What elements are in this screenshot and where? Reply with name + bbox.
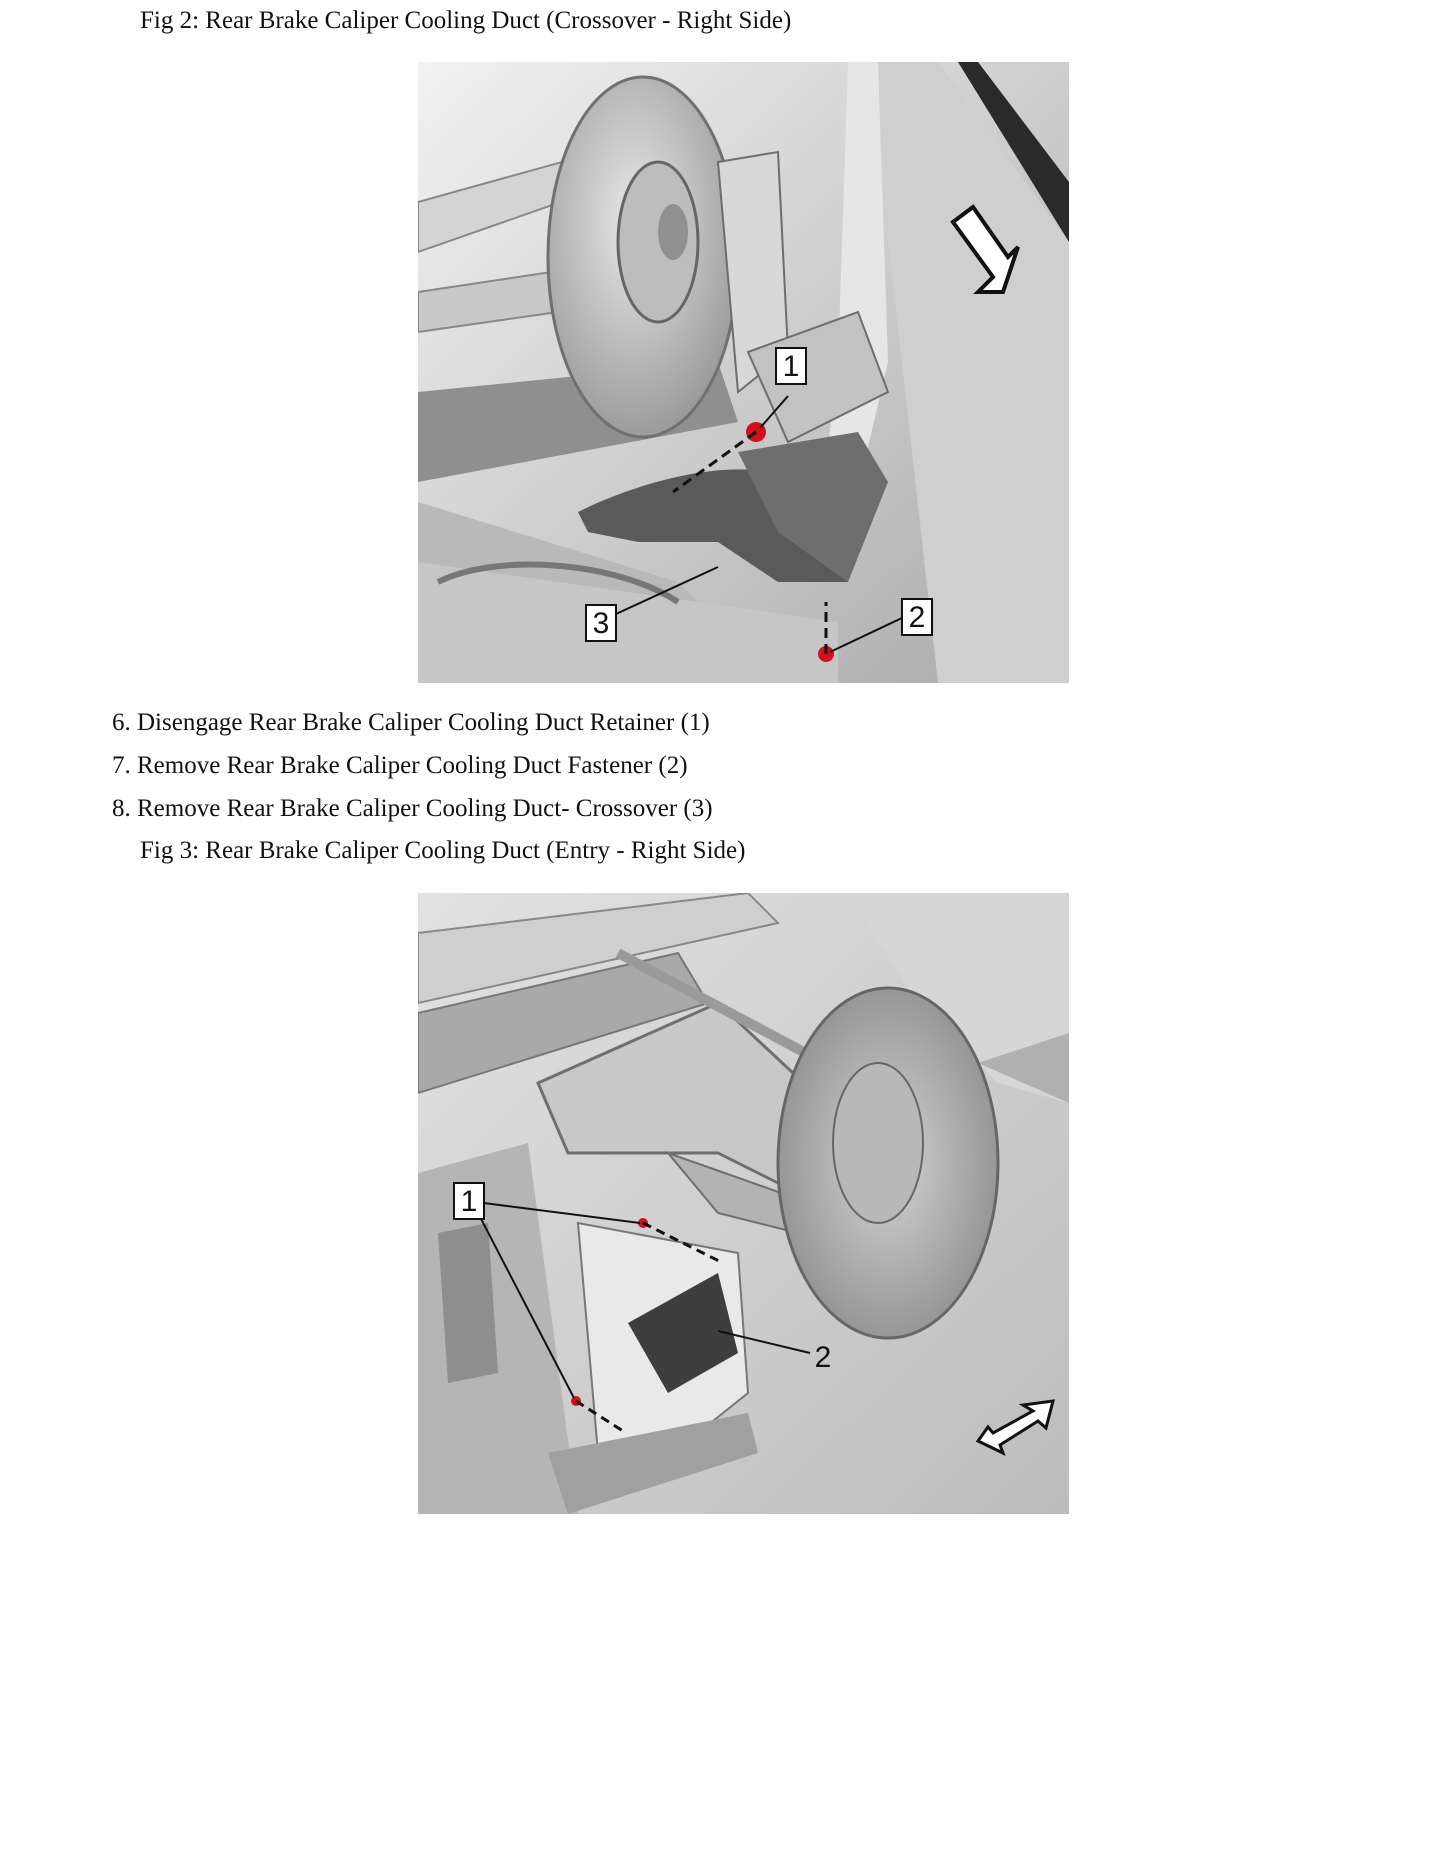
callout-1: 1 [782, 350, 800, 383]
figure-3-caption: Fig 3: Rear Brake Caliper Cooling Duct (Entry - Right Side) [140, 837, 746, 864]
callout-3: 3 [592, 607, 610, 640]
callout-2: 2 [814, 1341, 832, 1374]
callout-2: 2 [908, 601, 926, 634]
figure-2-illustration [418, 62, 1069, 683]
step-7: 7. Remove Rear Brake Caliper Cooling Duct Fastener (2) [112, 752, 688, 779]
figure-3-illustration [418, 893, 1069, 1514]
step-8: 8. Remove Rear Brake Caliper Cooling Duct- Crossover (3) [112, 795, 713, 822]
step-6: 6. Disengage Rear Brake Caliper Cooling Duct Retainer (1) [112, 709, 710, 736]
callout-1: 1 [460, 1185, 478, 1218]
figure-2-caption: Fig 2: Rear Brake Caliper Cooling Duct (Crossover - Right Side) [140, 7, 792, 34]
